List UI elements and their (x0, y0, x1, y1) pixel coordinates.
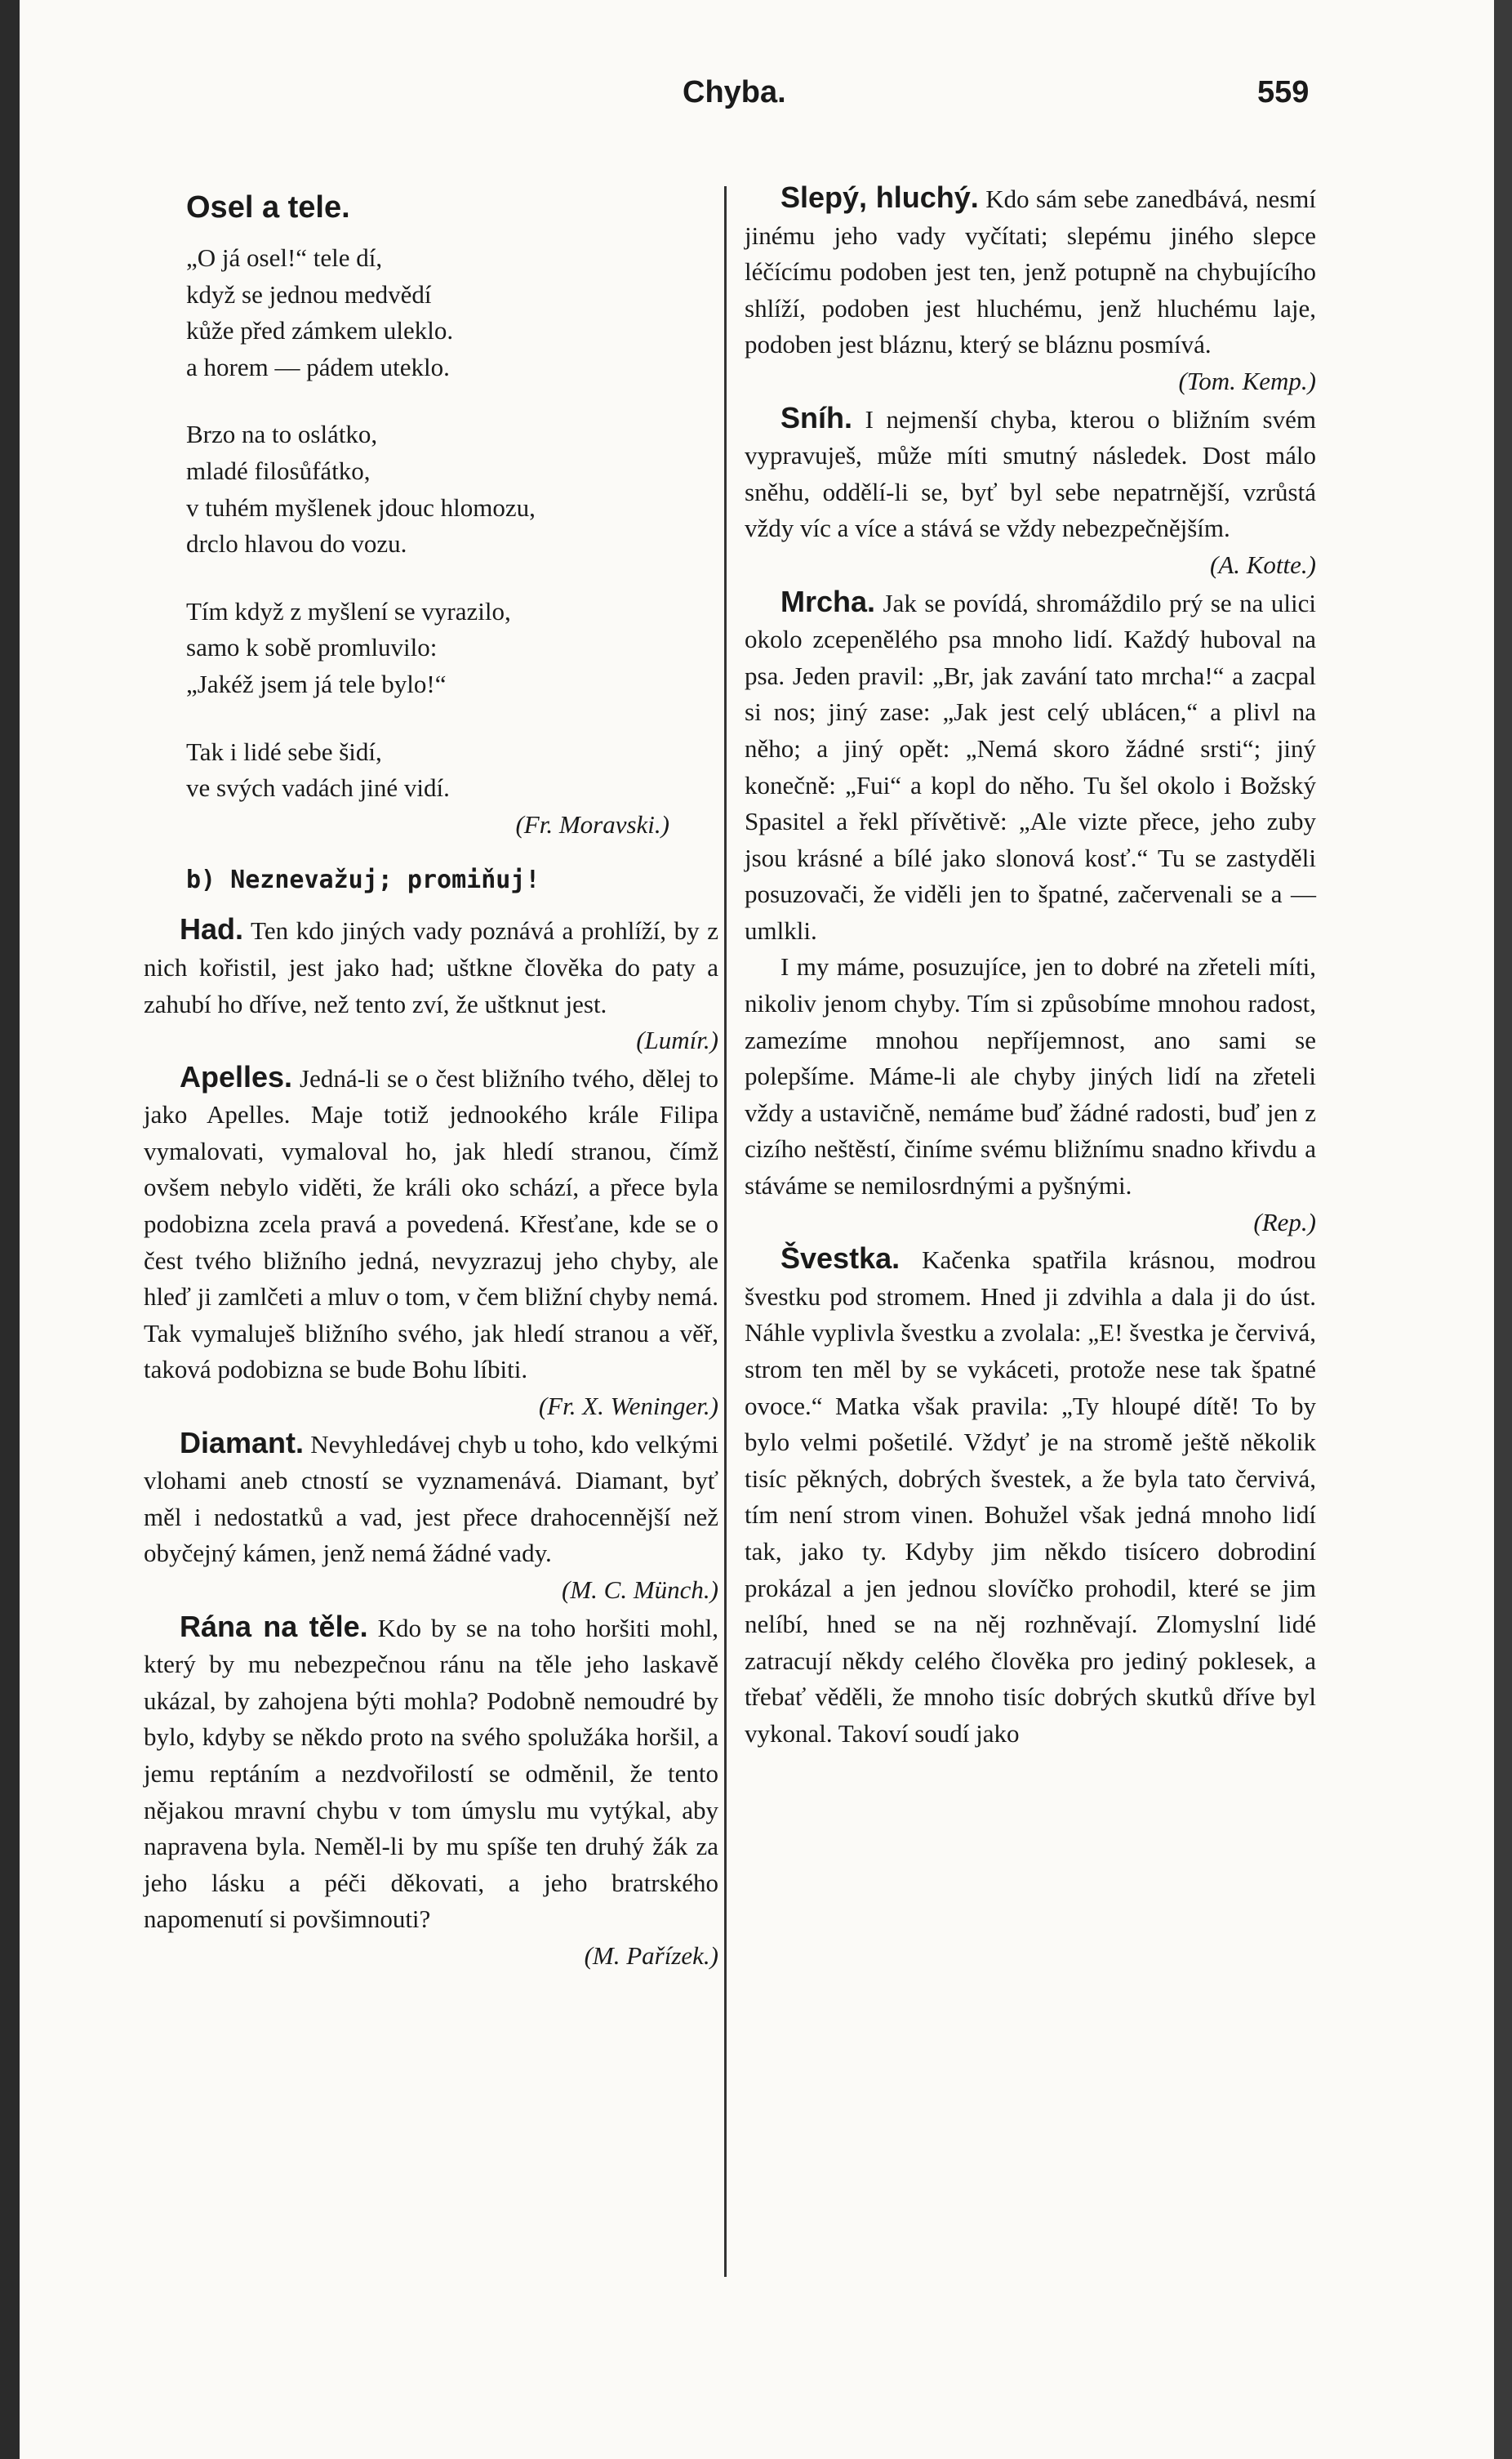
entry-text: Kdo by se na toho horšiti mohl, který by mu nebezpečnou ránu na těle jeho laskavě ukázal, by zahojena býti mohla? Podobně nemoudré by bylo, kdyby se někdo proto na svého spolužáka horšil, a jemu reptáním a nezdvořilostí se odměnil, že tento nějakou mravní chybu v tom úmyslu mu vytýkal, aby napravena byla. Neměl-li by mu spíše ten druhý žák za jeho lásku a péči děkovati, a jeho bratrského napomenutí si povšimnouti? (144, 1613, 718, 1934)
entry-snih (745, 400, 1316, 584)
entry-source: (Tom. Kemp.) (1178, 366, 1316, 395)
poem-line: „Jakéž jsem já tele bylo!“ (186, 669, 447, 698)
entry-source: (Fr. X. Weninger.) (538, 1392, 718, 1421)
entry-svestka (745, 1241, 1316, 1752)
running-head (0, 75, 1512, 124)
entry-text: Kačenka spatřila krásnou, modrou švestku pod stromem. Hned ji zdvihla a dala ji do úst. Náhle vyplivla švestku a zvolala: „E! švestka je červivá, strom ten měl by se vykáceti, protože nese tak špatné ovoce.“ Matka však pravila: „Ty hloupé dítě! To by bylo velmi pošetilé. Vždyť je na stromě ještě několik tisíc pěkných, dobrých švestek, a že byla tato červivá, tím není strom vinen. Bohužel však jedná mnoho lidí tak, jako ty. Kdyby jim někdo tisícero dobrodiní prokázal a jen jednou slovíčko prohodil, které se jim nelíbí, hned se na něj rozhněvají. Zlomyslní lidé zatracují někdy celého člověka pro jediný poklesek, a třebať věděli, že mnoho tisíc dobrých skutků dříve byl vykonal. Takoví soudí jako (745, 1245, 1316, 1748)
entry-text: Jak se povídá, shromáždilo prý se na ulici okolo zcepenělého psa mnoho lidí. Každý huboval na psa. Jeden pravil: „Br, jak zavání tato mrcha!“ a zacpal si nos; jiný zase: „Jak jest celý ublácen,“ a plivl na něho; a jiný opět: „Nemá skoro žádné srsti“; jiný konečně: „Fui“ a kopl do něho. Tu šel okolo i Božský Spasitel a řekl přívětivě: „Ale vizte přece, jeho zuby jsou krásné a bílé jako slonová kosť.“ Tu se zastyděli posuzovači, že viděli jen to špatné, začervenali se a — umlkli. (745, 588, 1316, 945)
poem-line: Tím když z myšlení se vyrazilo, (186, 596, 511, 626)
entry-heading: Mrcha. (780, 584, 876, 618)
entry-mrcha (745, 584, 1316, 950)
entry-heading: Had. (180, 912, 244, 947)
entry-heading: Apelles. (180, 1059, 293, 1094)
entry-diamant (144, 1425, 718, 1609)
entry-heading: Slepý, hluchý. (780, 180, 979, 214)
poem-line: a horem — pádem uteklo. (186, 352, 450, 381)
entry-source: (Rep.) (1253, 1207, 1316, 1236)
poem-line: „O já osel!“ tele dí, (186, 243, 383, 272)
entry-heading: Rána na těle. (180, 1609, 368, 1643)
poem-title: Osel a tele. (186, 190, 350, 225)
entry-source: (A. Kotte.) (1210, 550, 1316, 579)
column-divider (724, 186, 727, 2277)
poem-line: kůže před zámkem uleklo. (186, 316, 454, 345)
entry-source: (M. C. Münch.) (562, 1575, 718, 1604)
poem-line: Tak i lidé sebe šidí, (186, 737, 382, 766)
entry-apelles (144, 1059, 718, 1425)
entry-source: (M. Pařízek.) (584, 1940, 718, 1970)
poem-line: ve svých vadách jiné vidí. (186, 773, 450, 803)
scan-edge-right (1494, 0, 1512, 2459)
poem-line: když se jednou medvědí (186, 279, 432, 309)
poem-line: v tuhém myšlenek jdouc hlomozu, (186, 492, 536, 522)
left-column (144, 180, 718, 1975)
entry-text: Kdo sám sebe zanedbává, nesmí jinému jeho vady vyčítati; slepému jiného slepce léčícímu podoben jest ten, jenž potupně na chybujícího shlíží, podoben jest hluchému, jenž hluchému laje, podoben jest bláznu, který se bláznu posmívá. (745, 185, 1316, 359)
entry-heading: Sníh. (780, 400, 852, 434)
entry-mrcha-moral (745, 949, 1316, 1241)
entry-text: Jedná-li se o čest bližního tvého, dělej to jako Apelles. Maje totiž jednookého krále Filipa vymalovati, vymaloval ho, jak hledí stranou, čímž ovšem nebylo viděti, že králi oko schází, a přece byla podobizna zcela pravá a povedená. Křesťane, kde se o čest tvého bližního jedná, nevyzrazuj jeho chyby, ale hleď ji zamlčeti a mluv o tom, v čem bližní chyby nemá. Tak vymaluješ bližního svého, jak hledí stranou a věř, taková podobizna se bude Bohu líbiti. (144, 1063, 718, 1384)
entry-had (144, 911, 718, 1058)
entry-rana-na-tele (144, 1609, 718, 1975)
poem-stanza (186, 594, 718, 703)
poem-source: (Fr. Moravski.) (515, 809, 669, 839)
entry-slepy-hluchy (745, 180, 1316, 400)
poem (186, 240, 718, 843)
scan-edge-left (0, 0, 20, 2459)
subsection-heading: b) Neznevažuj; promiňuj! (186, 866, 540, 895)
poem-line: samo k sobě promluvilo: (186, 633, 438, 662)
right-column (745, 180, 1316, 1753)
poem-line: Brzo na to oslátko, (186, 420, 378, 449)
poem-stanza (186, 240, 718, 385)
page-number: 559 (1257, 75, 1310, 109)
entry-heading: Švestka. (780, 1241, 901, 1276)
entry-text: I my máme, posuzujíce, jen to dobré na zřeteli míti, nikoliv jenom chyby. Tím si způsobíme mnohou radost, zamezíme mnohou nepříjemnost, ano sami se polepšíme. Máme-li ale chyby jiných lidí na zřeteli vždy a ustavičně, nemáme buď žádné radosti, buď jen z cizího neštěstí, činíme svému bližnímu snadno křivdu a stáváme se nemilosrdnými a pyšnými. (745, 952, 1316, 1201)
poem-line: drclo hlavou do vozu. (186, 529, 407, 559)
entry-text: I nejmenší chyba, kterou o bližním svém vypravuješ, může míti smutný následek. Dost málo sněhu, oddělí-li se, byť byl sebe nepatrnější, vzrůstá vždy víc a více a stává se vždy nebezpečnějším. (745, 404, 1316, 543)
entry-text: Ten kdo jiných vady poznává a prohlíží, by z nich kořistil, jest jako had; uštkne člověka do paty a zahubí ho dříve, než tento zví, že uštknut jest. (144, 916, 718, 1018)
poem-stanza (186, 417, 718, 562)
poem-stanza (186, 734, 718, 807)
running-head-title: Chyba. (683, 75, 786, 109)
entry-heading: Diamant. (180, 1425, 305, 1459)
entry-text: Nevyhledávej chyb u toho, kdo velkými vlohami aneb ctností se vyznamenává. Diamant, byť měl i nedostatků a vad, jest přece drahocennější než obyčejný kámen, jenž nemá žádné vady. (144, 1429, 719, 1568)
poem-line: mladé filosůfátko, (186, 456, 371, 485)
entry-source: (Lumír.) (636, 1026, 718, 1055)
